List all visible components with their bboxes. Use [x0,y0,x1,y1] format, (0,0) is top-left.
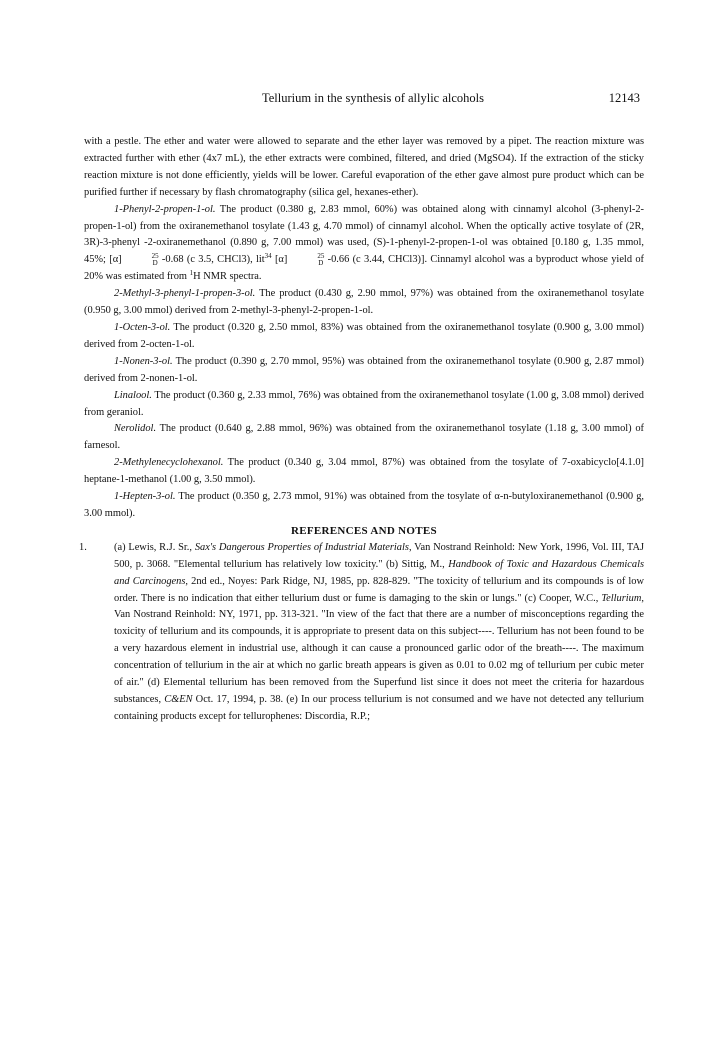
entry-text: The product (0.430 g, 2.90 mmol, 97%) was obtained from the oxiranemethanol tosylate (0.950 g, 3.00 mmol) derived from 2-methyl-3-phenyl-2-propen-1-ol. [84,288,644,317]
rotation-label [287,253,324,267]
entry-text: The product (0.390 g, 2.70 mmol, 95%) was obtained from the oxiranemethanol tosylate (0.900 g, 2.87 mmol) derived from 2-nonen-1-ol. [84,355,644,384]
compound-entry [84,286,644,320]
running-head [0,90,720,106]
reference-source-title: Sax's Dangerous Properties of Industrial Materials [194,541,409,553]
running-title: Tellurium in the synthesis of allylic alcohols [262,91,485,105]
entry-text: The product (0.320 g, 2.50 mmol, 83%) was obtained from the oxiranemethanol tosylate (0.900 g, 3.00 mmol) derived from 2-octen-1-ol. [84,321,644,350]
intro-paragraph: with a pestle. The ether and water were allowed to separate and the ether layer was removed by a pipet. The reaction mixture was extracted further with ether (4x7 mL), the ether extracts were combined, filtered, and dried (MgSO4). If the extraction of the sticky reaction mixture is not done efficiently, yields will be lower. Careful evaporation of the ether gave almost pure product which can be purified further if necessary by flash chromatography (silica gel, hexanes-ether). [84,136,644,198]
article-body [79,134,645,726]
entry-text: The product (0.360 g, 2.33 mmol, 76%) was obtained from the oxiranemethanol tosylate (1.00 g, 3.08 mmol) derived from geraniol. [84,389,644,418]
reference-number: 1. [79,541,87,553]
compound-entry [84,421,644,455]
compound-name: 2-Methylenecyclohexanol. [114,457,224,469]
reference-text: (a) Lewis, R.J. Sr., [114,541,195,553]
compound-entry [84,320,644,354]
compound-entry [84,455,644,489]
entry-text: The product (0.640 g, 2.88 mmol, 96%) was obtained from the oxiranemethanol tosylate (1.18 g, 3.00 mmol) of farnesol. [84,423,644,452]
compound-entry [84,388,644,422]
entry-text: The product (0.350 g, 2.73 mmol, 91%) was obtained from the tosylate of α-n-butyloxiranemethanol (0.900 g, 3.00 mmol). [84,491,644,519]
rotation-line: D [318,259,324,268]
compound-name: 1-Nonen-3-ol. [114,355,173,367]
nmr-isotope: 1 [189,269,194,278]
rotation-line: D [152,259,158,268]
reference-source-title: Tellurium [601,592,642,604]
compound-entry [84,489,644,523]
reference-item [79,540,645,726]
entry-text: H NMR spectra. [193,271,262,283]
entry-text: The product (0.340 g, 3.04 mmol, 87%) was obtained from the tosylate of 7-oxabicyclo[4.1.0] heptane-1-methanol (1.00 g, 3.50 mmol). [84,457,644,486]
compound-name: 1-Phenyl-2-propen-1-ol. [114,203,216,215]
reference-text: , Van Nostrand Reinhold: New York, 1996, Vol. III, TAJ 500, p. 3068. "Elemental tellurium has relatively low toxicity." (b) Sittig, M., [114,541,644,570]
reference-text: Oct. 17, 1994, p. 38. (e) In our process tellurium is not consumed and we have not detected any tellurium containing products except for tellurophenes: Discordia, R.P.; [114,694,644,722]
entry-text: -0.66 (c 3.44, CHCl3)]. Cinnamyl alcohol was a byproduct whose yield of 20% was estimated from [84,254,644,283]
compound-name: Linalool. [114,389,152,401]
page-number: 12143 [608,91,640,105]
reference-text: , 2nd ed., Noyes: Park Ridge, NJ, 1985, pp. 828-829. "The toxicity of tellurium and its compounds is of low order. There is no indication that either tellurium dust or fume is damaging to the skin or lungs." (c) Cooper, W.C., [114,575,644,604]
entry-text: -0.68 (c 3.5, CHCl3), lit [158,254,265,266]
compound-entry [84,202,644,287]
compound-entry [84,354,644,388]
rotation-temperature: 25 [151,252,159,261]
compound-name: 1-Octen-3-ol. [114,321,171,333]
compound-name: Nerolidol. [114,423,157,435]
compound-name: 2-Methyl-3-phenyl-1-propen-3-ol. [114,288,256,300]
reference-source-title: C&EN [164,694,193,705]
references-heading: REFERENCES AND NOTES [291,524,437,537]
reference-text: , Van Nostrand Reinhold: NY, 1971, pp. 313-321. "In view of the fact that there are a number of misconceptions regarding the toxicity of tellurium and its compounds, it is appropriate to present data on this subject----. Tellurium has not been found to be a very hazardous element in industrial use, although it can cause a pronounced garlic odor of the breath----. The maximum concentration of tellurium in the air at which no garlic breath appears is given as 0.01 to 0.02 mg of tellurium per cubic meter of air." (d) Elemental tellurium has been removed from the Superfund list since it does not meet the criteria for hazardous substances, [114,592,644,705]
rotation-label [122,253,159,267]
entry-text: [α] [271,254,288,266]
rotation-temperature: 25 [317,252,325,261]
compound-name: 1-Hepten-3-ol. [114,491,176,503]
reference-source-title: Handbook of Toxic and Hazardous Chemicals and Carcinogens [114,558,645,587]
entry-text: The product (0.380 g, 2.83 mmol, 60%) was obtained along with cinnamyl alcohol (3-phenyl-2-propen-1-ol) from the oxiranemethanol tosylate (1.43 g, 4.70 mmol) of cinnamyl alcohol. When the optically active tosylate of (2R, 3R)-3-phenyl -2-oxiranemethanol (0.890 g, 7.00 mmol) was used, (S)-1-phenyl-2-propen-1-ol was obtained [0.180 g, 1.35 mmol, 45%; [α] [84,203,644,266]
literature-reference: 34 [264,252,272,261]
